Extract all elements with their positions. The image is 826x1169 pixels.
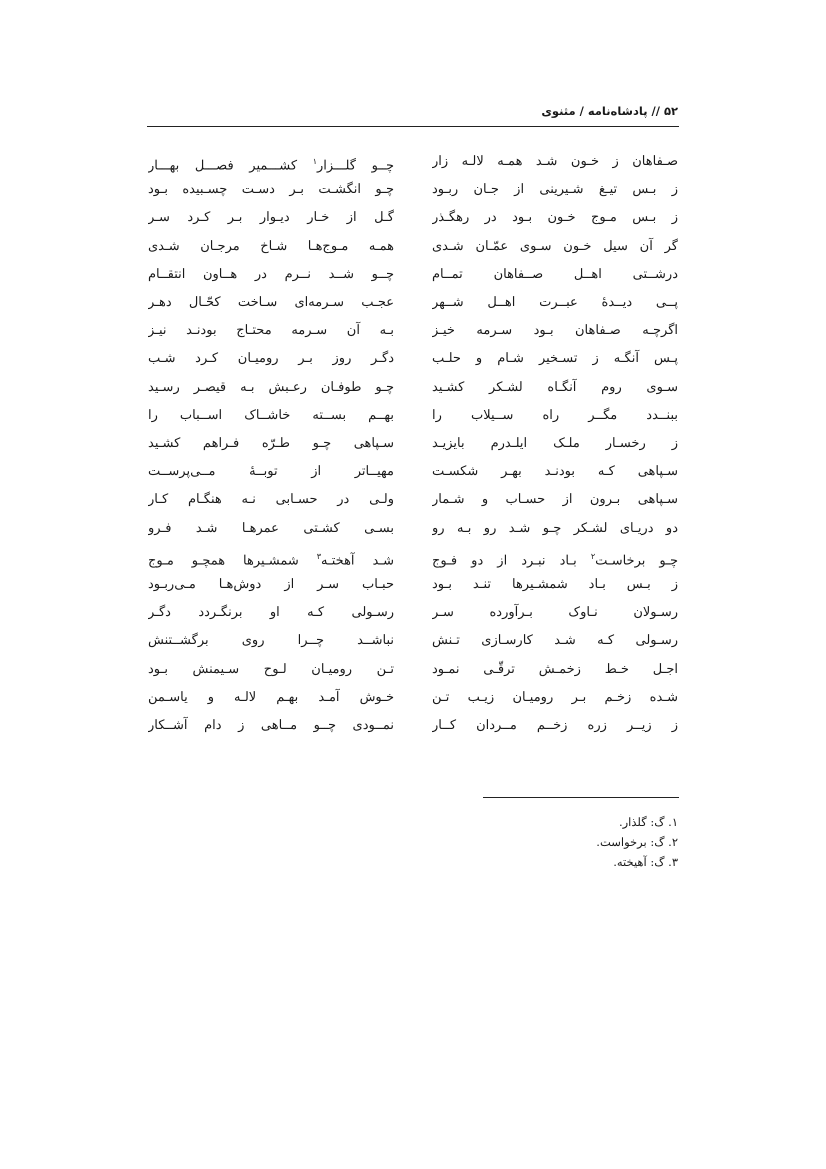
hemistich-text: شـد آهختـه: [320, 553, 394, 569]
verse-left-hemistich: تـن رومیـان لـوح سـیمنش بـود: [148, 661, 394, 677]
footnote: ۱. گ: گلذار.: [618, 815, 678, 829]
verse-left-hemistich: عجـب سـرمه‌ای سـاخت کحّـال دهـر: [148, 295, 394, 310]
verse-line: [0, 486, 826, 513]
verse-right-hemistich: رسـولان نـاوک بـرآورده سـر: [432, 605, 678, 621]
header-separator: //: [651, 104, 660, 118]
verse-right-hemistich: اجـل خـط زخمـش ترقّـی نمـود: [432, 661, 678, 677]
verse-right-hemistich: ز بـس بـاد شمشـیرها تنـد بـود: [432, 577, 678, 592]
verse-line: [0, 515, 826, 542]
verse-left-hemistich: همـه مـوج‌هـا شـاخ مرجـان شـدی: [148, 238, 394, 254]
verse-right-hemistich: سـپاهی بـرون از حسـاب و شـمار: [432, 492, 678, 508]
verse-left-hemistich: نمــودی چــو مــاهی ز دام آشــکار: [148, 718, 394, 733]
verse-right-hemistich: ز رخسـار ملـک ایلـدرم بایزیـد: [432, 436, 678, 451]
verse-left-hemistich: بسـی کشـتی عمرهـا شـد فـرو: [148, 520, 394, 536]
verse-line: [0, 599, 826, 626]
verse-right-hemistich: درشــتی اهــل صــفاهان تمــام: [432, 266, 678, 282]
verse-line: [0, 148, 826, 175]
footnote-rule: [483, 797, 679, 798]
verse-line: [0, 712, 826, 739]
verse-left-hemistich: [148, 543, 394, 574]
footnotes: [596, 812, 678, 872]
footnote-marker: ۲: [590, 551, 596, 561]
verse-line: [0, 374, 826, 401]
book-title: پادشاه‌نامه: [587, 104, 648, 118]
hemistich-text: چـو برخاسـت: [595, 553, 678, 569]
verse-left-hemistich: نباشــد چــرا روی برگشــتنش: [148, 633, 394, 649]
verse-right-hemistich: سـپاهی کـه بودنـد بهـر شکسـت: [432, 464, 678, 480]
verse-line: [0, 430, 826, 457]
verse-right-hemistich: ز زیــر زره زخــم مــردان کــار: [432, 718, 678, 733]
verse-left-hemistich: سـپاهی چـو طـرّه فـراهم کشـید: [148, 436, 394, 451]
verse-left-hemistich: حبـاب سـر از دوش‌هـا مـی‌ربـود: [148, 577, 394, 592]
verse-line: [0, 233, 826, 260]
footnote: ۲. گ: برخواست.: [596, 835, 678, 849]
verse-line: [0, 571, 826, 598]
verse-right-hemistich: اگرچـه صـفاهان بـود سـرمه خیـز: [432, 323, 678, 339]
verse-left-hemistich: دگـر روز بـر رومیـان کـرد شـب: [148, 351, 394, 367]
verse-left-hemistich: بـه آن سـرمه محتـاج بودنـد نیـز: [148, 323, 394, 339]
verse-right-hemistich: گر آن سیل خـون سـوی عمّـان شـدی: [432, 238, 678, 254]
verse-right-hemistich: سـوی روم آنگـاه لشـکر کشـید: [432, 379, 678, 395]
verse-right-hemistich: [432, 543, 678, 574]
verse-right-hemistich: ز بـس تیـغ شـیرینی از جـان ربـود: [432, 182, 678, 198]
footnote-marker: ۳: [316, 551, 321, 561]
verse-right-hemistich: رسـولی کـه شـد کارسـازی تـنش: [432, 633, 678, 649]
verse-left-hemistich: چـو انگشـت بـر دسـت چسـبیده بـود: [148, 182, 394, 198]
header-separator: /: [579, 104, 584, 118]
header-rule: [147, 126, 679, 127]
hemistich-text: کشـــمیر فصـــل بهـــار: [148, 158, 313, 174]
verse-right-hemistich: دو دریـای لشـکر چـو شـد رو بـه رو: [432, 520, 678, 536]
verse-right-hemistich: صـفاهان ز خـون شـد همـه لالـه زار: [432, 154, 678, 169]
hemistich-text: چــو گلـــزار: [317, 158, 394, 174]
verse-left-hemistich: چــو شــد نــرم در هــاون انتقــام: [148, 266, 394, 282]
verse-left-hemistich: بهــم بســته خاشــاک اســباب را: [148, 407, 394, 423]
verse-line: [0, 458, 826, 485]
verse-right-hemistich: ز بـس مـوج خـون بـود در رهگـذر: [432, 210, 678, 226]
verse-left-hemistich: ولـی در حسـابی نـه هنگـام کـار: [148, 492, 394, 508]
verse-line: [0, 261, 826, 288]
verse-left-hemistich: رسـولی کـه او برنگـردد دگـر: [148, 605, 394, 621]
verse-right-hemistich: پـس آنگـه ز تسـخیر شـام و حلـب: [432, 351, 678, 367]
verse-line: [0, 317, 826, 344]
verse-left-hemistich: چـو طوفـان رعـبش بـه قیصـر رسـید: [148, 379, 394, 395]
hemistich-text: شمشـیرها همچـو مـوج: [148, 553, 317, 569]
section-title: مثنوی: [541, 104, 576, 118]
verse-line: [0, 656, 826, 683]
footnote: ۳. گ: آهیخته.: [613, 855, 678, 869]
verse-right-hemistich: ببنــدد مگــر راه ســیلاب را: [432, 407, 678, 423]
verse-right-hemistich: پــی دیــدۀ عبــرت اهــل شــهر: [432, 295, 678, 310]
verse-left-hemistich: گـل از خـار دیـوار بـر کـرد سـر: [148, 210, 394, 226]
verse-line: [0, 543, 826, 570]
footnote-marker: ۱: [312, 157, 318, 166]
verse-line: [0, 345, 826, 372]
verse-line: [0, 176, 826, 203]
verse-line: [0, 204, 826, 231]
verse-left-hemistich: مهیــاتر از توبــۀ مــی‌پرســت: [148, 464, 394, 480]
page-number: ۵۲: [663, 104, 678, 118]
verse-line: [0, 627, 826, 654]
verse-line: [0, 289, 826, 316]
running-header: [541, 104, 678, 118]
verse-line: [0, 684, 826, 711]
verse-right-hemistich: شـده زخـم بـر رومیـان زیـب تـن: [432, 689, 678, 705]
hemistich-text: بـاد نبـرد از دو فـوج: [432, 553, 591, 569]
verse-left-hemistich: [148, 148, 394, 179]
verse-line: [0, 402, 826, 429]
verse-left-hemistich: خـوش آمـد بهـم لالـه و یاسـمن: [148, 689, 394, 705]
